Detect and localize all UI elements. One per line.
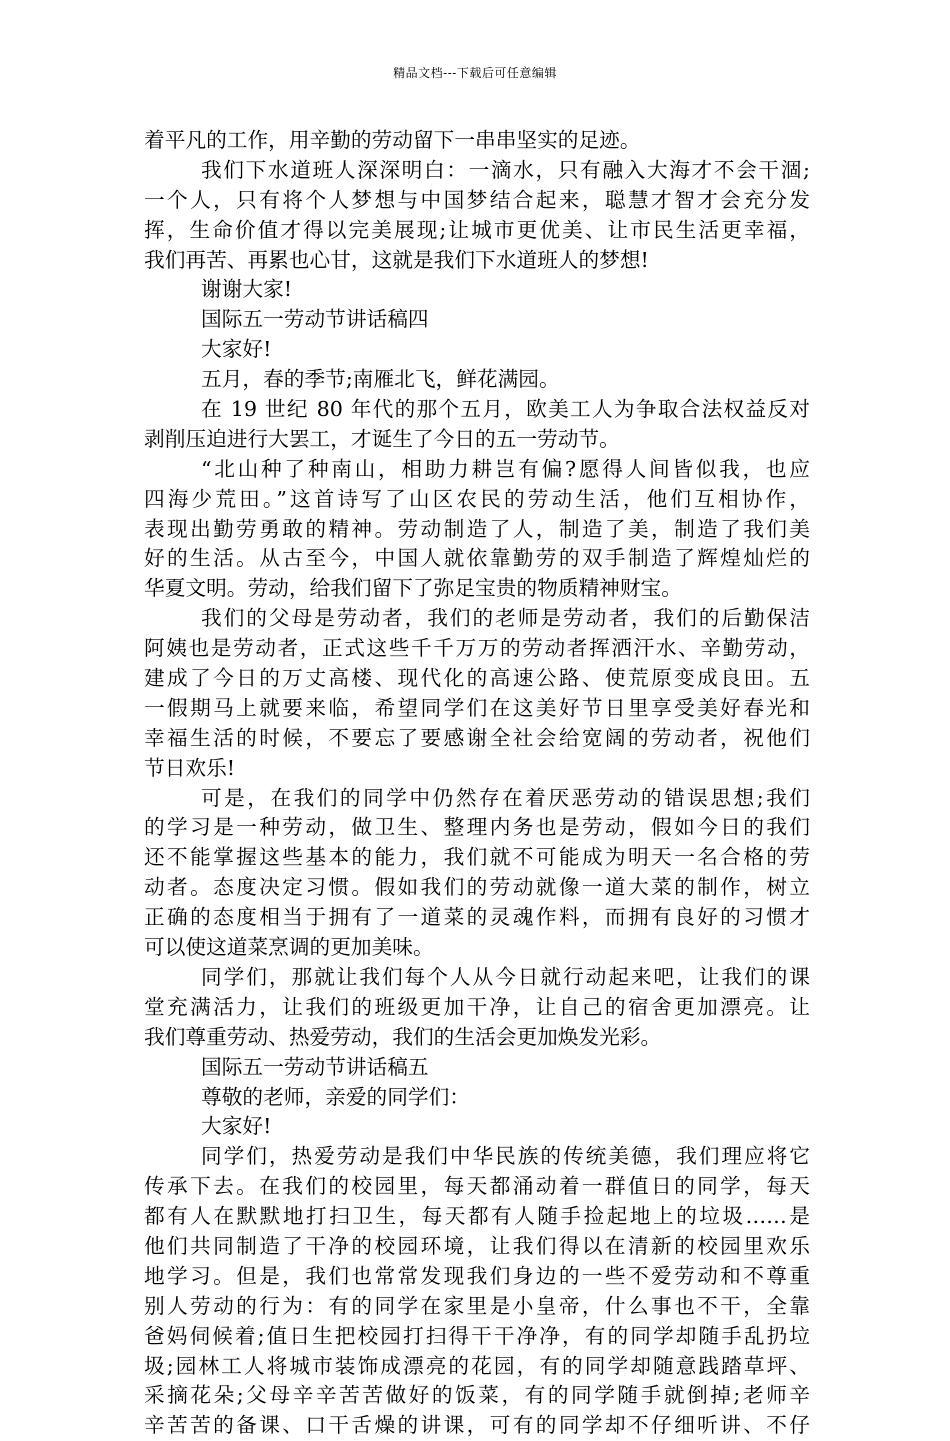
text-line: 幸福生活的时候，不要忘了要感谢全社会给宽阔的劳动者，祝他们: [144, 725, 810, 750]
text-line: 谢谢大家!: [201, 277, 293, 302]
text-line: 我们下水道班人深深明白：一滴水，只有融入大海才不会干涸;: [201, 157, 810, 182]
text-line: 正确的态度相当于拥有了一道菜的灵魂作料，而拥有良好的习惯才: [144, 905, 810, 930]
text-line: 地学习。但是，我们也常常发现我们身边的一些不爱劳动和不尊重: [144, 1263, 810, 1288]
text-line: 还不能掌握这些基本的能力，我们就不可能成为明天一名合格的劳: [144, 845, 810, 870]
text-line: 国际五一劳动节讲话稿五: [201, 1054, 429, 1079]
text-line: 别人劳动的行为：有的同学在家里是小皇帝，什么事也不干，全靠: [144, 1293, 810, 1318]
document-body: [144, 126, 810, 1441]
text-line: 四海少荒田。”这首诗写了山区农民的劳动生活，他们互相协作，: [144, 486, 810, 511]
text-line: 一假期马上就要来临，希望同学们在这美好节日里享受美好春光和: [144, 695, 810, 720]
text-line: 爸妈伺候着;值日生把校园打扫得干干净净，有的同学却随手乱扔垃: [144, 1323, 810, 1348]
text-line: 我们尊重劳动、热爱劳动，我们的生活会更加焕发光彩。: [144, 1024, 662, 1049]
text-line: 尊敬的老师，亲爱的同学们：: [201, 1084, 470, 1109]
text-line: 采摘花朵;父母辛辛苦苦做好的饭菜，有的同学随手就倒掉;老师辛: [144, 1383, 810, 1408]
text-line: 表现出勤劳勇敢的精神。劳动制造了人，制造了美，制造了我们美: [144, 516, 810, 541]
text-line: 可是，在我们的同学中仍然存在着厌恶劳动的错误思想;我们: [201, 785, 810, 810]
text-line: 同学们，那就让我们每个人从今日就行动起来吧，让我们的课: [201, 964, 810, 989]
text-line: 他们共同制造了干净的校园环境，让我们得以在清新的校园里欢乐: [144, 1233, 810, 1258]
text-line: 国际五一劳动节讲话稿四: [201, 307, 429, 332]
text-line: “北山种了种南山，相助力耕岂有偏?愿得人间皆似我，也应: [201, 456, 810, 481]
text-line: 都有人在默默地打扫卫生，每天都有人随手捡起地上的垃圾……是: [144, 1204, 810, 1229]
text-line: 我们的父母是劳动者，我们的老师是劳动者，我们的后勤保洁: [201, 606, 810, 631]
text-line: 一个人，只有将个人梦想与中国梦结合起来，聪慧才智才会充分发: [144, 187, 810, 212]
text-line: 传承下去。在我们的校园里，每天都涌动着一群值日的同学，每天: [144, 1174, 810, 1199]
text-line: 在 19 世纪 80 年代的那个五月，欧美工人为争取合法权益反对: [201, 397, 810, 422]
text-line: 剥削压迫进行大罢工，才诞生了今日的五一劳动节。: [144, 426, 620, 451]
text-line: 着平凡的工作，用辛勤的劳动留下一串串坚实的足迹。: [144, 128, 641, 152]
text-line: 的学习是一种劳动，做卫生、整理内务也是劳动，假如今日的我们: [144, 815, 810, 840]
text-line: 阿姨也是劳动者，正式这些千千万万的劳动者挥洒汗水、辛勤劳动，: [144, 636, 810, 661]
text-line: 节日欢乐!: [144, 755, 236, 780]
text-line: 我们再苦、再累也心甘，这就是我们下水道班人的梦想!: [144, 247, 649, 272]
text-line: 挥，生命价值才得以完美展现;让城市更优美、让市民生活更幸福，: [144, 217, 810, 242]
text-line: 动者。态度决定习惯。假如我们的劳动就像一道大菜的制作，树立: [144, 875, 810, 900]
page-header: 精品文档---下载后可任意编辑: [393, 66, 557, 80]
text-line: 建成了今日的万丈高楼、现代化的高速公路、使荒原变成良田。五: [144, 666, 810, 691]
text-line: 好的生活。从古至今，中国人就依靠勤劳的双手制造了辉煌灿烂的: [144, 546, 810, 571]
text-line: 大家好!: [201, 1114, 272, 1139]
text-line: 辛苦苦的备课、口干舌燥的讲课，可有的同学却不仔细听讲、不仔: [144, 1413, 810, 1438]
text-line: 同学们，热爱劳动是我们中华民族的传统美德，我们理应将它: [201, 1144, 810, 1169]
text-line: 大家好!: [201, 337, 272, 362]
text-line: 五月，春的季节;南雁北飞，鲜花满园。: [201, 367, 560, 392]
text-line: 圾;园林工人将城市装饰成漂亮的花园，有的同学却随意践踏草坪、: [144, 1353, 810, 1378]
text-line: 堂充满活力，让我们的班级更加干净，让自己的宿舍更加漂亮。让: [144, 994, 810, 1019]
text-line: 可以使这道菜烹调的更加美味。: [144, 935, 434, 960]
text-line: 华夏文明。劳动，给我们留下了弥足宝贵的物质精神财宝。: [144, 576, 682, 601]
